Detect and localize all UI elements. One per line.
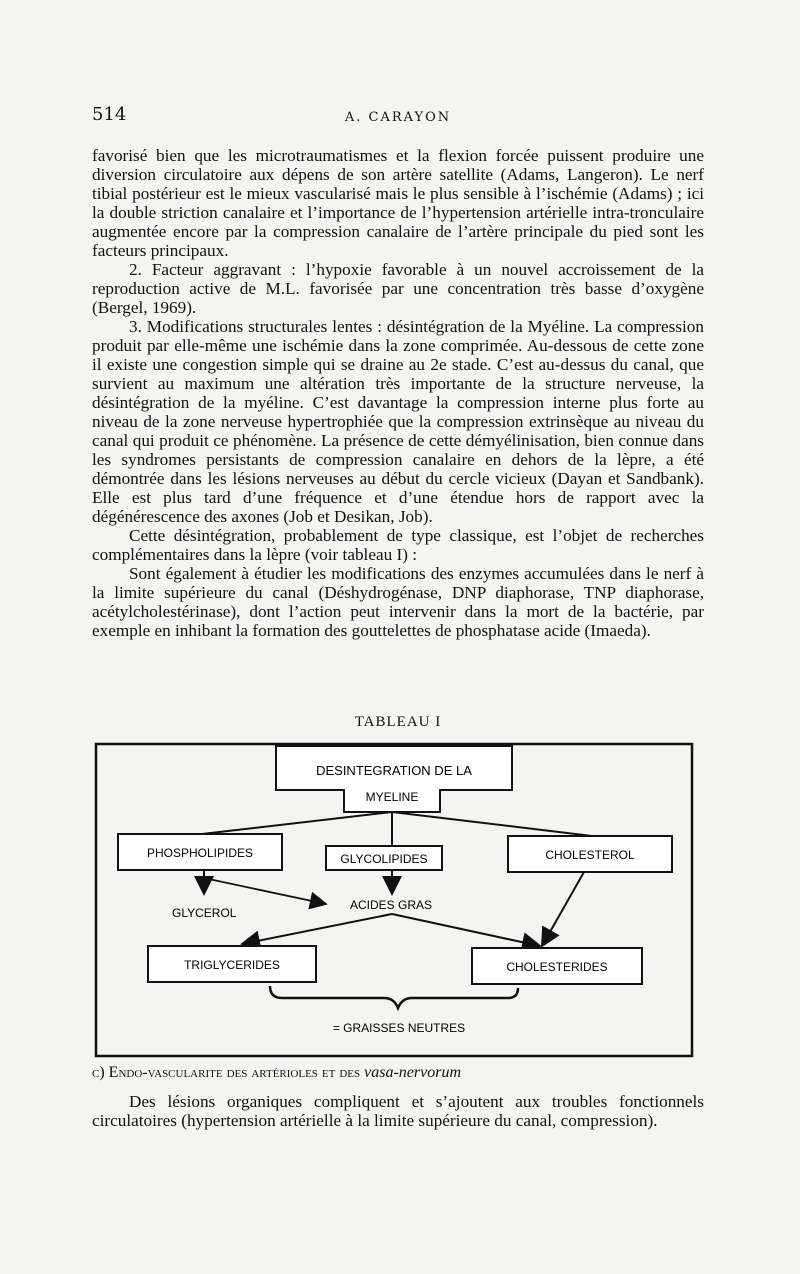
label-cholesterides: CHOLESTERIDES bbox=[506, 960, 608, 974]
paragraph-2: 2. Facteur aggravant : l’hypoxie favorable à un nouvel accroissement de la reproduction active de M.L. favorisée par une concentration très basse d’oxygène (Bergel, 1969). bbox=[92, 260, 704, 317]
page-number: 514 bbox=[92, 104, 127, 125]
label-myeline: MYELINE bbox=[365, 790, 419, 804]
tableau-diagram bbox=[94, 742, 694, 1058]
paragraph-5: Sont également à étudier les modifications des enzymes accumulées dans le nerf à la limite supérieure du canal (Déshydrogénase, DNP diaphorase, TNP diaphorase, acétylcholestérinase), dont l’action peut intervenir dans la mort de la bactérie, par exemple en inhibant la formation des gouttelettes de phosphatase acide (Imaeda). bbox=[92, 564, 704, 640]
paragraph-3: 3. Modifications structurales lentes : désintégration de la Myéline. La compression produit par elle-même une ischémie dans la zone comprimée. Au-dessous de cette zone il existe une congestion simple qui se draine au 2e stade. C’est au-dessus du canal, que survient au maximum une altération très importante de la structure nerveuse, la désintégration de la myéline. C’est davantage la compression interne plus forte au niveau de la zone nerveuse hypertrophiée que la compression extrinsèque au niveau du canal qui produit ce phénomène. La présence de cette démyélinisation, bien connue dans les syndromes persistants de compression canalaire en dehors de la lèpre, a été démontrée dans les lésions nerveuses au début du cercle vicieux (Dayan et Sandbank). Elle est plus tard d’une fréquence et d’une étendue hors de rapport avec la dégénérescence des axones (Job et Desikan, Job). bbox=[92, 317, 704, 526]
section-heading bbox=[92, 1064, 704, 1082]
label-graisses-neutres: = GRAISSES NEUTRES bbox=[332, 1021, 466, 1035]
section-heading-label: c) Endo-vascularite des artérioles et des bbox=[92, 1064, 361, 1081]
label-acides-gras: ACIDES GRAS bbox=[350, 898, 433, 912]
label-phospholipides: PHOSPHOLIPIDES bbox=[146, 846, 254, 860]
running-head: A. CARAYON bbox=[344, 110, 452, 125]
label-cholesterol: CHOLESTEROL bbox=[545, 848, 635, 862]
label-glycolipides: GLYCOLIPIDES bbox=[340, 852, 428, 866]
section-heading-italic: vasa-nervorum bbox=[364, 1064, 462, 1081]
label-glycerol: GLYCEROL bbox=[172, 906, 237, 920]
label-desintegration: DESINTEGRATION DE LA bbox=[316, 763, 472, 778]
paragraph-4: Cette désintégration, probablement de type classique, est l’objet de recherches complémentaires dans la lèpre (voir tableau I) : bbox=[92, 526, 704, 564]
closing-paragraph: Des lésions organiques compliquent et s’ajoutent aux troubles fonctionnels circulatoires (hypertension artérielle à la limite supérieure du canal, compression). bbox=[92, 1092, 704, 1130]
main-text bbox=[92, 146, 704, 640]
closing-text bbox=[92, 1092, 704, 1130]
page-header bbox=[92, 104, 704, 134]
tableau-title: TABLEAU I bbox=[354, 714, 442, 730]
brace bbox=[270, 986, 518, 1008]
label-triglycerides: TRIGLYCERIDES bbox=[184, 958, 280, 972]
paragraph-1: favorisé bien que les microtraumatismes et la flexion forcée puissent produire une diversion circulatoire aux dépens de son artère satellite (Adams, Langeron). Le nerf tibial postérieur est le mieux vascularisé mais le plus sensible à l’ischémie (Adams) ; ici la double striction canalaire et l’importance de l’hypertension artérielle intra-tronculaire augmentée encore par la compression canalaire de l’artère principale du pied sont les facteurs principaux. bbox=[92, 146, 704, 260]
